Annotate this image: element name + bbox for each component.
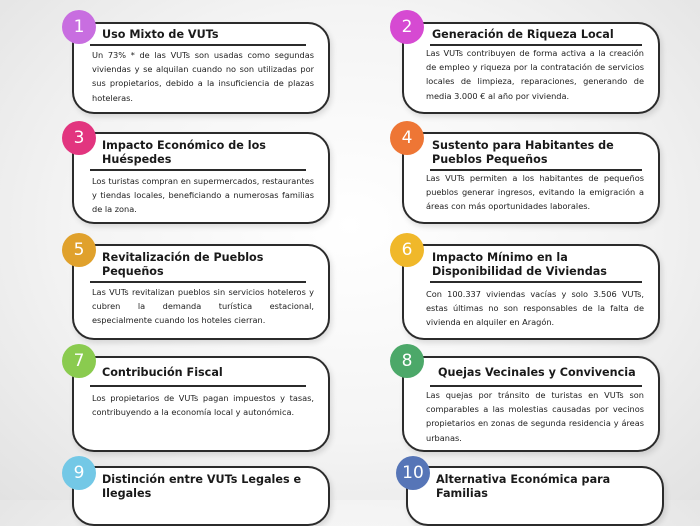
info-card-9 [72,466,330,526]
card-body-4: Las VUTs permiten a los habitantes de pequeños pueblos generar ingresos, evitando la emigración a áreas con más oportunidades laborales. [426,173,644,212]
number-badge-5: 5 [62,233,96,267]
number-badge-6: 6 [390,233,424,267]
card-title-4: Sustento para Habitantes de Pueblos Pequeños [432,139,614,166]
card-title-7: Contribución Fiscal [102,366,223,379]
card-title-9: Distinción entre VUTs Legales e Ilegales [102,473,302,500]
number-badge-3: 3 [62,121,96,155]
number-badge-10: 10 [396,456,430,490]
info-card-2 [402,22,660,114]
card-body-5: Las VUTs revitalizan pueblos sin servicios hoteleros y cubren la demanda turística estacional, especialmente cuando los hoteles cierran. [92,287,314,326]
card-divider-8 [430,385,642,387]
card-divider-7 [90,385,306,387]
card-body-2: Las VUTs contribuyen de forma activa a la creación de empleo y riqueza por la contratación de servicios locales de limpieza, reparaciones, generando de media 3.000 € al año por vivienda. [426,48,644,101]
info-card-3 [72,132,330,224]
info-card-6 [402,244,660,340]
card-title-2: Generación de Riqueza Local [432,28,614,41]
number-badge-7: 7 [62,344,96,378]
card-body-3: Los turistas compran en supermercados, restaurantes y tiendas locales, beneficiando a numerosas familias de la zona. [92,176,314,215]
info-card-5 [72,244,330,340]
card-title-1: Uso Mixto de VUTs [102,28,219,41]
number-badge-9: 9 [62,456,96,490]
number-badge-8: 8 [390,344,424,378]
number-badge-2: 2 [390,10,424,44]
card-body-8: Las quejas por tránsito de turistas en VUTs son comparables a las molestias causadas por vecinos propietarios en zonas de segunda residencia y áreas urbanas. [426,390,644,443]
info-card-7 [72,356,330,452]
card-divider-3 [90,169,306,171]
info-card-1 [72,22,330,114]
number-badge-1: 1 [62,10,96,44]
card-title-5: Revitalización de Pueblos Pequeños [102,251,264,278]
number-badge-4: 4 [390,121,424,155]
info-card-4 [402,132,660,224]
card-title-6: Impacto Mínimo en la Disponibilidad de Viviendas [432,251,607,278]
card-body-6: Con 100.337 viviendas vacías y solo 3.506 VUTs, estas últimas no son responsables de la falta de vivienda en alquiler en Aragón. [426,289,644,328]
card-title-8: Quejas Vecinales y Convivencia [438,366,636,379]
card-divider-5 [90,281,306,283]
info-card-10 [406,466,664,526]
info-card-8 [402,356,660,452]
card-body-1: Un 73% * de las VUTs son usadas como segundas viviendas y se alquilan cuando no son utilizadas por sus propietarios, debido a la insuficiencia de plazas hoteleras. [92,50,314,103]
card-divider-1 [90,44,306,46]
card-divider-6 [430,281,642,283]
card-body-7: Los propietarios de VUTs pagan impuestos y tasas, contribuyendo a la economía local y autonómica. [92,393,314,418]
card-title-10: Alternativa Económica para Familias [436,473,611,500]
card-title-3: Impacto Económico de los Huéspedes [102,139,266,166]
